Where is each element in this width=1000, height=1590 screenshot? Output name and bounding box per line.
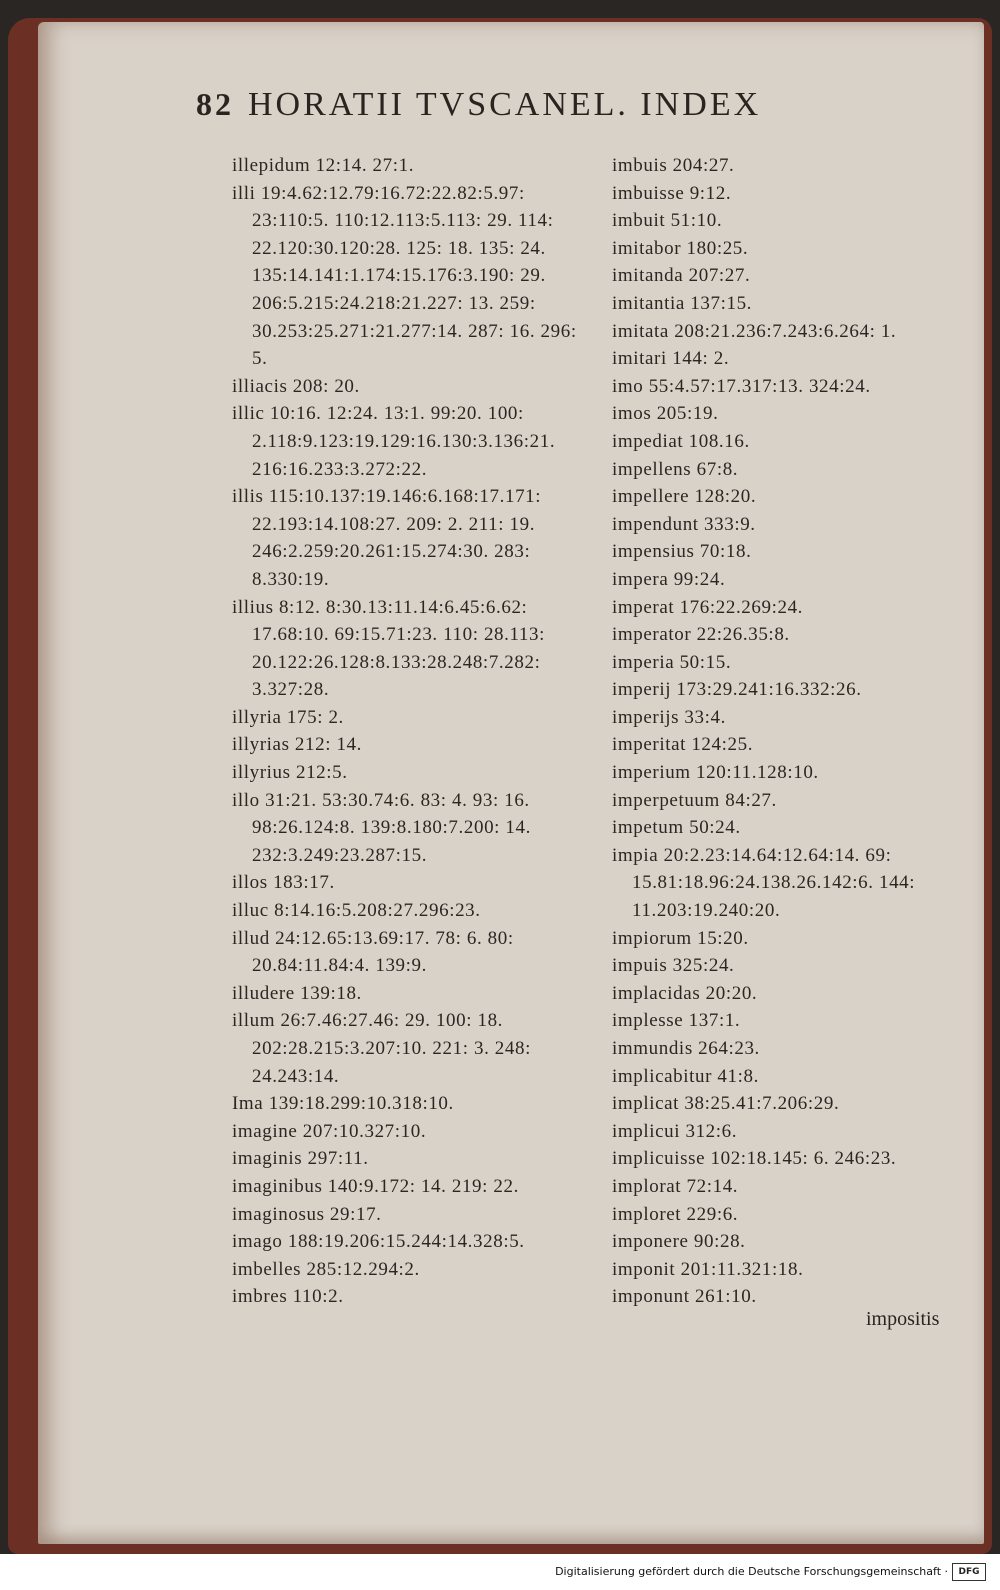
index-entry: imagine 207:10.327:10. [232, 1120, 427, 1142]
index-entry: immundis 264:23. [612, 1038, 760, 1059]
index-column-right [612, 152, 972, 1311]
index-entry: imbuis 204:27. [612, 155, 735, 176]
running-title: HORATII TVSCANEL. INDEX [248, 86, 762, 123]
index-entry: imitari 144: 2. [612, 348, 730, 370]
index-entry: illyrias 212: 14. [232, 734, 362, 756]
index-entry: implesse 137:1. [612, 1010, 741, 1032]
index-entry: impendunt 333:9. [612, 513, 756, 535]
catchword: impositis [866, 1308, 940, 1330]
index-entry: impera 99:24. [612, 568, 726, 590]
index-entry: imperator 22:26.35:8. [612, 624, 790, 646]
index-entry: imago 188:19.206:15.244:14.328:5. [232, 1231, 525, 1253]
index-entry: illepidum 12:14. 27:1. [232, 155, 415, 176]
index-entry: illum 26:7.46:27.46: 29. 100: 18. 202:28.215:3.207:10. 221: 3. 248: 24.243:14. [232, 1010, 531, 1087]
index-entry: illyrius 212:5. [232, 762, 348, 784]
index-entry: imo 55:4.57:17.317:13. 324:24. [612, 375, 871, 397]
index-entry: imbres 110:2. [232, 1286, 344, 1308]
index-entry: illic 10:16. 12:24. 13:1. 99:20. 100: 2.118:9.123:19.129:16.130:3.136:21. 216:16.233:3.272:22. [232, 403, 556, 480]
index-entry: impellens 67:8. [612, 458, 739, 480]
index-entry: imperia 50:15. [612, 651, 732, 673]
index-entry: implacidas 20:20. [612, 982, 758, 1004]
funding-credit: Digitalisierung gefördert durch die Deutsche Forschungsgemeinschaft · [555, 1565, 948, 1578]
index-entry: imponunt 261:10. [612, 1286, 757, 1308]
index-entry: imperij 173:29.241:16.332:26. [612, 679, 862, 701]
dfg-logo: DFG [952, 1563, 986, 1581]
digitization-footer [0, 1554, 1000, 1590]
index-entry: implicat 38:25.41:7.206:29. [612, 1093, 840, 1115]
index-entry: imperpetuum 84:27. [612, 789, 777, 811]
index-entry: imperium 120:11.128:10. [612, 762, 819, 784]
index-entry: imitantia 137:15. [612, 292, 753, 314]
index-entry: impia 20:2.23:14.64:12.64:14. 69: 15.81:18.96:24.138.26.142:6. 144: 11.203:19.240:20. [612, 844, 916, 922]
index-entry: illuc 8:14.16:5.208:27.296:23. [232, 900, 481, 922]
index-entry: Ima 139:18.299:10.318:10. [232, 1093, 454, 1115]
index-entry: imitanda 207:27. [612, 265, 751, 287]
index-entry: implicuisse 102:18.145: 6. 246:23. [612, 1148, 897, 1170]
index-entry: imperitat 124:25. [612, 734, 754, 756]
index-entry: impediat 108.16. [612, 430, 750, 452]
index-entry: imaginibus 140:9.172: 14. 219: 22. [232, 1175, 519, 1197]
index-entry: illo 31:21. 53:30.74:6. 83: 4. 93: 16. 98:26.124:8. 139:8.180:7.200: 14. 232:3.249:23.287:15. [232, 789, 531, 866]
index-entry: impellere 128:20. [612, 486, 757, 508]
index-entry: impiorum 15:20. [612, 927, 749, 949]
index-entry: impetum 50:24. [612, 817, 741, 839]
index-entry: imperat 176:22.269:24. [612, 596, 804, 618]
index-entry: imaginis 297:11. [232, 1148, 369, 1170]
index-entry: illis 115:10.137:19.146:6.168:17.171: 22.193:14.108:27. 209: 2. 211: 19. 246:2.259:20.261:15.274:30. 283: 8.330:19. [232, 486, 542, 590]
index-entry: imponit 201:11.321:18. [612, 1258, 804, 1280]
index-entry: implorat 72:14. [612, 1175, 739, 1197]
index-column-left [232, 152, 592, 1311]
index-entry: imbuisse 9:12. [612, 182, 732, 204]
running-header [196, 86, 916, 140]
index-entry: imitabor 180:25. [612, 237, 749, 259]
index-entry: imploret 229:6. [612, 1203, 739, 1225]
index-entry: impuis 325:24. [612, 955, 735, 977]
index-entry: illyria 175: 2. [232, 706, 344, 728]
index-entry: imponere 90:28. [612, 1231, 746, 1253]
index-entry: implicui 312:6. [612, 1120, 738, 1142]
index-entry: illud 24:12.65:13.69:17. 78: 6. 80: 20.84:11.84:4. 139:9. [232, 927, 514, 977]
index-entry: illiacis 208: 20. [232, 375, 360, 397]
index-entry: illos 183:17. [232, 872, 335, 894]
index-entry: imitata 208:21.236:7.243:6.264: 1. [612, 320, 897, 342]
index-entry: impensius 70:18. [612, 541, 752, 563]
index-entry: implicabitur 41:8. [612, 1065, 759, 1087]
index-entry: imos 205:19. [612, 403, 719, 425]
index-entry: illi 19:4.62:12.79:16.72:22.82:5.97: 23:110:5. 110:12.113:5.113: 29. 114: 22.120:30.120:28. 125: 18. 135: 24. 135:14.141:1.174:15.176:3.190: 29. 206:5.215:24.218:21.227: 13. 259: 30.253:25.271:21.277:14. 287: 16. 296: 5. [232, 182, 577, 370]
index-entry: illius 8:12. 8:30.13:11.14:6.45:6.62: 17.68:10. 69:15.71:23. 110: 28.113: 20.122:26.128:8.133:28.248:7.282: 3.327:28. [232, 596, 545, 701]
page-number: 82 [196, 86, 234, 122]
index-entry: imbelles 285:12.294:2. [232, 1258, 420, 1280]
index-entry: imperijs 33:4. [612, 706, 726, 728]
index-entry: imbuit 51:10. [612, 210, 723, 232]
index-entry: illudere 139:18. [232, 982, 362, 1004]
index-entry: imaginosus 29:17. [232, 1203, 382, 1225]
